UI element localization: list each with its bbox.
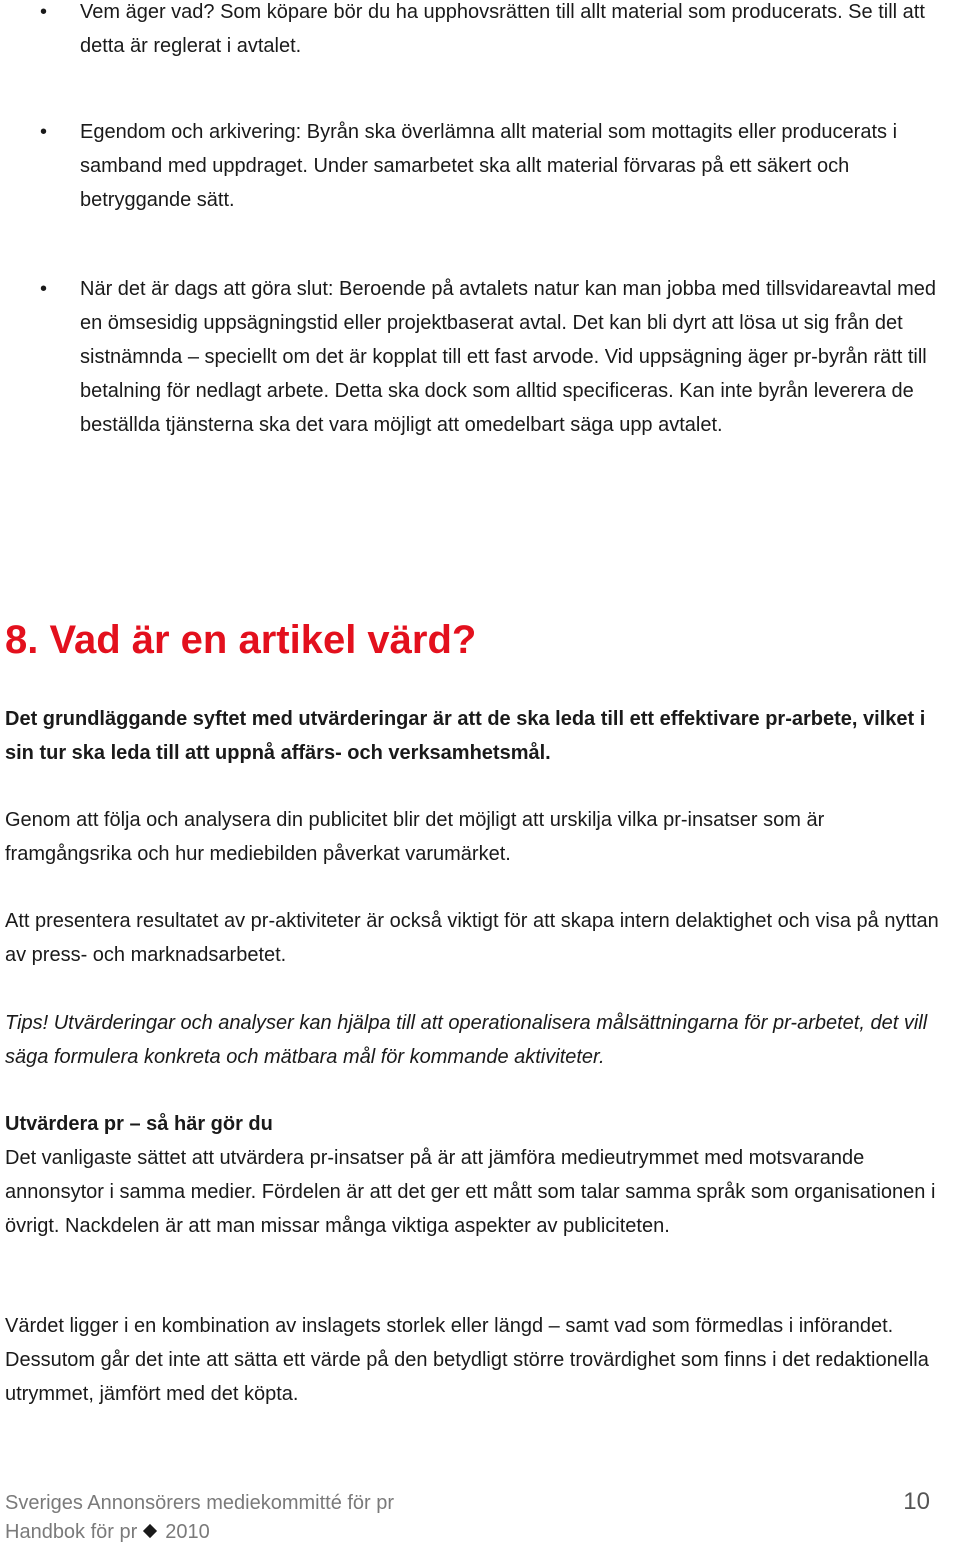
bullet-item xyxy=(0,0,960,63)
footer-org: Sveriges Annonsörers mediekommitté för pr xyxy=(5,1492,395,1514)
bullet-icon: • xyxy=(40,278,48,300)
diamond-icon xyxy=(143,1524,157,1538)
paragraph: Det vanligaste sättet att utvärdera pr-insatser på är att jämföra medieutrymmet med motsvarande annonsytor i samma medier. Fördelen är att det ger ett mått som talar samma språk som organisationen i övrigt. Nackdelen är att man missar många viktiga aspekter av publiciteten. xyxy=(5,1147,936,1237)
section-heading: 8. Vad är en artikel värd? xyxy=(5,618,477,662)
bullet-text: När det är dags att göra slut: Beroende på avtalets natur kan man jobba med tillsvidareavtal med en ömsesidig uppsägningstid eller projektbaserat avtal. Det kan bli dyrt att lösa ut sig från det sistnämnda – speciellt om det är kopplat till ett fast arvode. Vid uppsägning äger pr-byrån rätt till betalning för nedlagt arbete. Detta ska dock som alltid specificeras. Kan inte byrån leverera de beställda tjänsterna ska det vara möjligt att omedelbart säga upp avtalet. xyxy=(80,278,937,436)
bullet-text: Vem äger vad? Som köpare bör du ha upphovsrätten till allt material som producerats. Se till att detta är reglerat i avtalet. xyxy=(80,1,925,57)
lead-paragraph: Det grundläggande syftet med utvärderingar är att de ska leda till ett effektivare pr-arbete, vilket i sin tur ska leda till att uppnå affärs- och verksamhetsmål. xyxy=(5,708,926,764)
bullet-text: Egendom och arkivering: Byrån ska överlämna allt material som mottagits eller producerats i samband med uppdraget. Under samarbetet ska allt material förvaras på ett säkert och betryggande sätt. xyxy=(80,121,898,211)
bullet-item xyxy=(0,272,960,442)
paragraph: Värdet ligger i en kombination av inslagets storlek eller längd – samt vad som förmedlas i införandet. Dessutom går det inte att sätta ett värde på den betydligt större trovärdighet som finns i det redaktionella utrymmet, jämfört med det köpta. xyxy=(5,1315,929,1405)
paragraph: Att presentera resultatet av pr-aktiviteter är också viktigt för att skapa intern delaktighet och visa på nyttan av press- och marknadsarbetet. xyxy=(5,910,939,966)
bullet-icon: • xyxy=(40,121,48,143)
footer-handbook xyxy=(5,1517,210,1547)
bullet-icon: • xyxy=(40,1,48,23)
page-number: 10 xyxy=(903,1488,930,1515)
paragraph: Genom att följa och analysera din publicitet blir det möjligt att urskilja vilka pr-insatser som är framgångsrika och hur mediebilden påverkat varumärket. xyxy=(5,809,825,865)
tips-paragraph: Tips! Utvärderingar och analyser kan hjälpa till att operationalisera målsättningarna för pr-arbetet, det vill säga formulera konkreta och mätbara mål för kommande aktiviteter. xyxy=(5,1012,928,1068)
footer-year: 2010 xyxy=(165,1521,210,1543)
footer-handbook-title: Handbok för pr xyxy=(5,1521,138,1543)
bullet-item xyxy=(0,115,960,217)
subheading: Utvärdera pr – så här gör du xyxy=(5,1113,273,1135)
